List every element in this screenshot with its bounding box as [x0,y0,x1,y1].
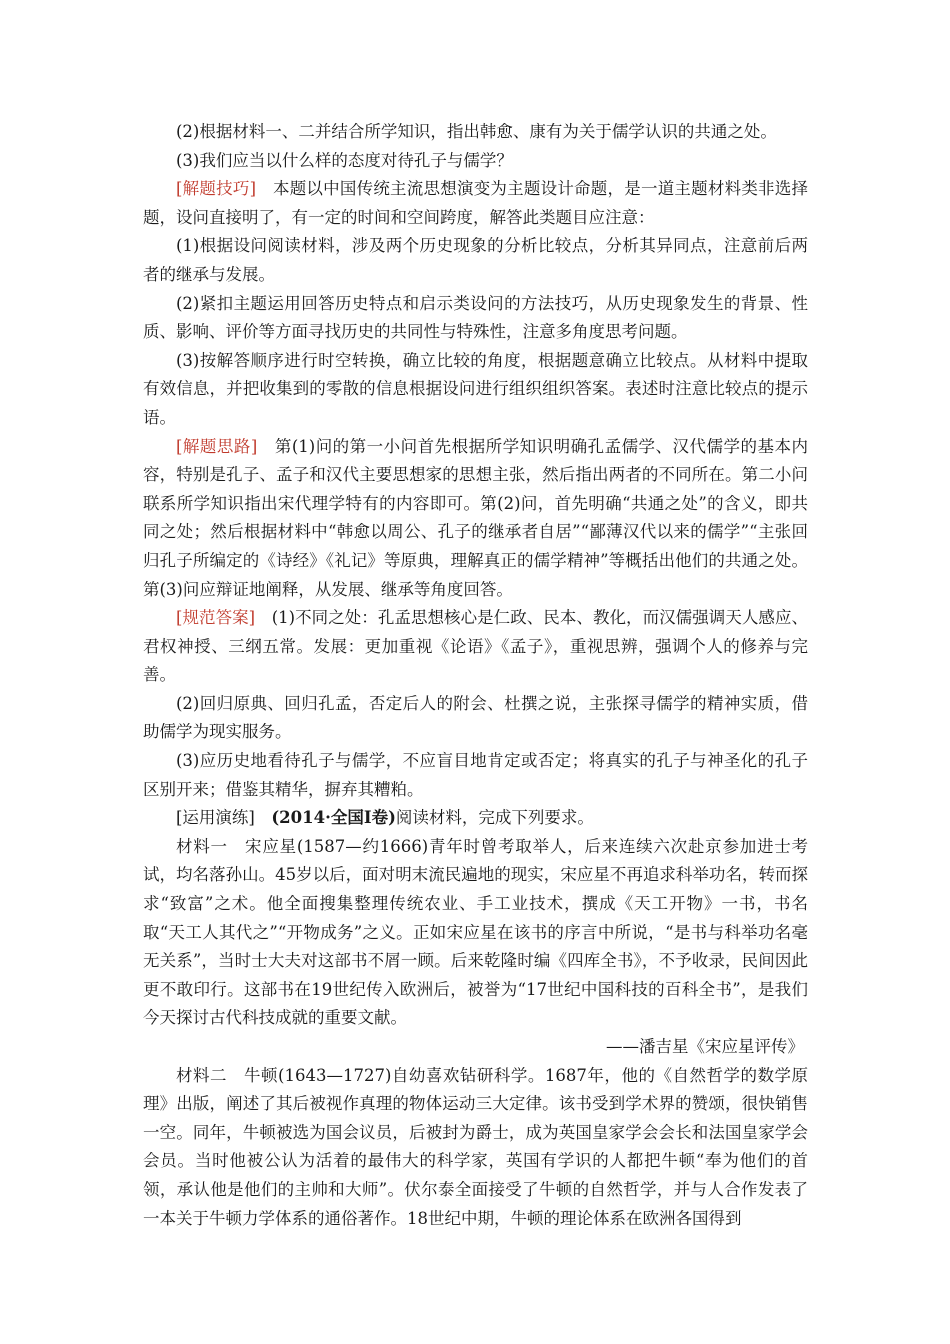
approach-text: 第(1)问的第一小问首先根据所学知识明确孔孟儒学、汉代儒学的基本内容，特别是孔子、孟子和汉代主要思想家的思想主张，然后指出两者的不同所在。第二小问联系所学知识指出宋代理学特有的内容即可。第(2)问，首先明确“共通之处”的含义，即共同之处；然后根据材料中“韩愈以周公、孔子的继承者自居”“鄙薄汉代以来的儒学”“主张回归孔子所编定的《诗经》《礼记》等原典，理解真正的儒学精神”等概括出他们的共通之处。第(3)问应辩证地阐释，从发展、继承等角度回答。 [143,436,808,599]
answer-item-2: (2)回归原典、回归孔孟，否定后人的附会、杜撰之说，主张探寻儒学的精神实质，借助儒学为现实服务。 [143,693,808,742]
material-2: 材料二 牛顿(1643—1727)自幼喜欢钻研科学。1687年，他的《自然哲学的数学原理》出版，阐述了其后被视作真理的物体运动三大定律。该书受到学术界的赞颂，很快销售一空。同年，牛顿被选为国会议员，后被封为爵士，成为英国皇家学会会长和法国皇家学会会员。当时他被公认为活着的最伟大的科学家，英国有学识的人都把牛顿“奉为他们的首领，承认他是他们的主帅和大师”。伏尔泰全面接受了牛顿的自然哲学，并与人合作发表了一本关于牛顿力学体系的通俗著作。18世纪中期，牛顿的理论体系在欧洲各国得到 [143,1065,808,1228]
practice-instruction: 阅读材料，完成下列要求。 [395,808,594,828]
practice-tag: [运用演练] [176,808,255,828]
tips-intro [143,175,808,232]
answer-item-1 [143,604,808,690]
practice-header [143,804,808,833]
tips-intro-text: 本题以中国传统主流思想演变为主题设计命题，是一道主题材料类非选择题，设问直接明了，有一定的时间和空间跨度，解答此类题目应注意： [143,179,809,227]
question-2: (2)根据材料一、二并结合所学知识，指出韩愈、康有为关于儒学认识的共通之处。 [176,122,777,141]
approach-paragraph [143,433,808,605]
answer-item-1-text: (1)不同之处：孔孟思想核心是仁政、民本、教化，而汉儒强调天人感应、君权神授、三纲五常。发展：更加重视《论语》《孟子》，重视思辨，强调个人的修养与完善。 [143,608,809,685]
material-1: 材料一 宋应星(1587—约1666)青年时曾考取举人，后来连续六次赴京参加进士考试，均名落孙山。45岁以后，面对明末流民遍地的现实，宋应星不再追求科举功名，转而探求“致富”之术。他全面搜集整理传统农业、手工业技术，撰成《天工开物》一书，书名取“天工人其代之”“开物成务”之义。正如宋应星在该书的序言中所说，“是书与科举功名毫无关系”，当时士大夫对这部书不屑一顾。后来乾隆时编《四库全书》，不予收录，民间因此更不敢印行。这部书在19世纪传入欧洲后，被誉为“17世纪中国科技的百科全书”，是我们今天探讨古代科技成就的重要文献。 [143,836,808,1028]
tips-item-1: (1)根据设问阅读材料，涉及两个历史现象的分析比较点，分析其异同点，注意前后两者的继承与发展。 [143,236,808,284]
tips-item-2: (2)紧扣主题运用回答历史特点和启示类设问的方法技巧，从历史现象发生的背景、性质、影响、评价等方面寻找历史的共同性与特殊性，注意多角度思考问题。 [143,293,808,342]
approach-tag: [解题思路] [176,436,258,456]
document-body [143,118,808,1233]
answer-item-3: (3)应历史地看待孔子与儒学，不应盲目地肯定或否定；将真实的孔子与神圣化的孔子区别开来；借鉴其精华，摒弃其糟粕。 [143,751,808,799]
material-1-source: ——潘吉星《宋应星评传》 [606,1037,804,1056]
tips-tag: [解题技巧] [176,179,257,199]
tips-item-3: (3)按解答顺序进行时空转换，确立比较的角度，根据题意确立比较点。从材料中提取有效信息，并把收集到的零散的信息根据设问进行组织组织答案。表述时注意比较点的提示语。 [143,350,808,427]
question-3: (3)我们应当以什么样的态度对待孔子与儒学？ [176,150,513,170]
practice-source: (2014·全国Ⅰ卷) [254,808,396,828]
answer-tag: [规范答案] [176,608,256,628]
